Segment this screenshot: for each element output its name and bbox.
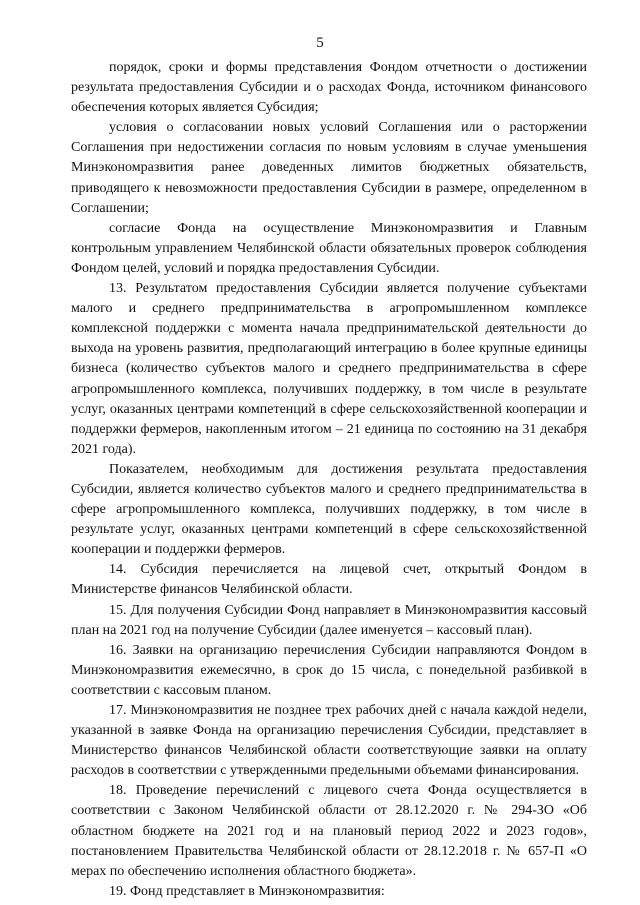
paragraph-13-result: 13. Результатом предоставления Субсидии является получение субъектами малого и среднего предпринимательства в агропромышленном комплексе комплексной поддержки с момента начала предпринимательской деятельности до выхода на уровень развития, предполагающий интеграцию в более крупные единицы бизнеса (количество субъектов малого и среднего предпринимательства в сфере агропромышленного комплекса, получивших поддержку, в том числе в результате услуг, оказанных центрами компетенций в сфере сельскохозяйственной кооперации и поддержки фермеров, накопленным итогом – 21 единица по состоянию на 31 декабря 2021 года). [71,281,587,457]
paragraph-17-ministry: 17. Минэкономразвития не позднее трех рабочих дней с начала каждой недели, указанной в заявке Фонда на организацию перечисления Субсидии, представляет в Министерство финансов Челябинской области соответствующие заявки на оплату расходов в соответствии с утвержденными предельными объемами финансирования. [71,703,587,779]
paragraph-15-cash-plan: 15. Для получения Субсидии Фонд направляет в Минэкономразвития кассовый план на 2021 год на получение Субсидии (далее именуется – кассовый план). [71,602,587,638]
paragraph-agreement-terms: условия о согласовании новых условий Соглашения или о расторжении Соглашения при недостижении согласия по новым условиям в случае уменьшения Минэкономразвития ранее доведенных лимитов бюджетных обязательств, приводящего к невозможности предоставления Субсидии в размере, определенном в Соглашении; [71,120,587,216]
paragraph-16-applications: 16. Заявки на организацию перечисления Субсидии направляются Фондом в Минэкономразвития ежемесячно, в срок до 15 числа, с понедельной разбивкой в соответствии с кассовым планом. [71,642,587,698]
document-body [71,58,587,902]
paragraph-inspection-consent: согласие Фонда на осуществление Минэкономразвития и Главным контрольным управлением Челябинской области обязательных проверок соблюдения Фондом целей, условий и порядка предоставления Субсидии. [71,220,587,276]
paragraph-18-transfers: 18. Проведение перечислений с лицевого счета Фонда осуществляется в соответствии с Законом Челябинской области от 28.12.2020 г. № 294-ЗО «Об областном бюджете на 2021 год и на плановый период 2022 и 2023 годов», постановлением Правительства Челябинской области от 28.12.2018 г. № 657-П «О мерах по обеспечению исполнения областного бюджета». [71,783,587,879]
page-number: 5 [316,35,324,51]
paragraph-reporting-procedure: порядок, сроки и формы представления Фондом отчетности о достижении результата предоставления Субсидии и о расходах Фонда, источником финансового обеспечения которых является Субсидия; [71,60,587,116]
paragraph-indicator: Показателем, необходимым для достижения результата предоставления Субсидии, является количество субъектов малого и среднего предпринимательства в сфере агропромышленного комплекса, получивших поддержку, в том числе в результате услуг, оказанных центрами компетенций в сфере сельскохозяйственной кооперации и поддержки фермеров. [71,461,587,558]
paragraph-14-account: 14. Субсидия перечисляется на лицевой счет, открытый Фондом в Министерстве финансов Челябинской области. [71,562,587,598]
paragraph-19-fund-submits: 19. Фонд представляет в Минэкономразвития: [109,883,385,899]
